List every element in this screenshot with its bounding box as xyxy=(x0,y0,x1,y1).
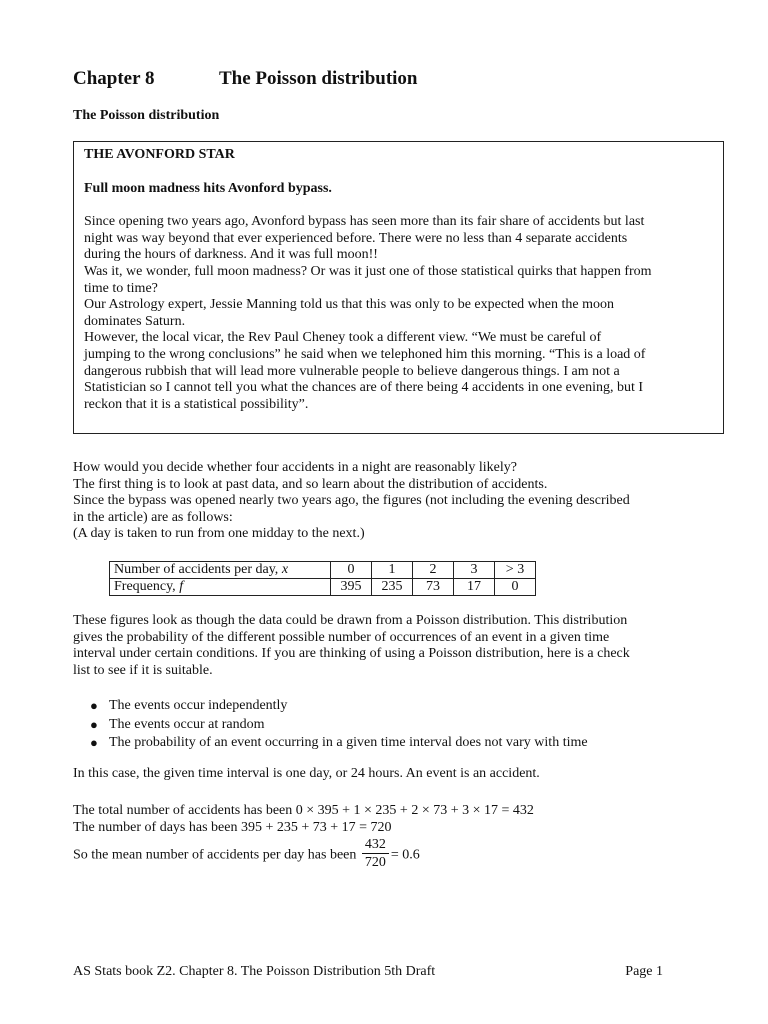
bullet-icon: ● xyxy=(90,735,98,751)
paragraph-line: gives the probability of the different possible number of occurrences of an event in a given time xyxy=(73,629,610,645)
chapter-number: Chapter 8 xyxy=(73,68,155,89)
article-line: during the hours of darkness. And it was full moon!! xyxy=(84,247,378,263)
article-line: Since opening two years ago, Avonford bypass has seen more than its fair share of accidents but last xyxy=(84,214,645,230)
article-masthead: THE AVONFORD STAR xyxy=(84,147,235,162)
list-item: ● The probability of an event occurring in a given time interval does not vary with time xyxy=(73,734,588,753)
table-cell: 1 xyxy=(372,562,413,579)
paragraph-line: list to see if it is suitable. xyxy=(73,662,213,678)
article-line: time to time? xyxy=(84,280,158,296)
intro-line: (A day is taken to run from one midday to the next.) xyxy=(73,526,365,542)
suitability-checklist xyxy=(73,697,588,753)
mean-fraction xyxy=(362,836,389,871)
article-line: Statistician so I cannot tell you what the chances are of there being 4 accidents in one evening, but I xyxy=(84,380,644,396)
intro-line: The first thing is to look at past data, and so learn about the distribution of accidents. xyxy=(73,476,548,492)
table-cell: 235 xyxy=(372,579,413,596)
table-row xyxy=(110,562,536,579)
article-line: Was it, we wonder, full moon madness? Or was it just one of those statistical quirks that happen from xyxy=(84,263,652,279)
table-cell: 395 xyxy=(331,579,372,596)
newspaper-article-box xyxy=(73,141,724,434)
article-line: jumping to the wrong conclusions” he said when we telephoned him this morning. “This is a load of xyxy=(84,346,646,362)
table-cell: 2 xyxy=(413,562,454,579)
article-line: dominates Saturn. xyxy=(84,313,186,329)
table-row xyxy=(110,579,536,596)
article-line: dangerous rubbish that will lead more vulnerable people to believe dangerous things. I am not a xyxy=(84,363,620,379)
poisson-paragraph xyxy=(73,613,723,679)
frequency-table xyxy=(109,561,536,596)
fraction-numerator: 432 xyxy=(362,836,389,854)
footer-text: AS Stats book Z2. Chapter 8. The Poisson Distribution 5th Draft xyxy=(73,964,436,979)
article-line: However, the local vicar, the Rev Paul Cheney took a different view. “We must be careful of xyxy=(84,330,602,346)
table-cell: > 3 xyxy=(495,562,536,579)
page-footer xyxy=(73,964,663,980)
article-line: reckon that it is a statistical possibility”. xyxy=(84,396,309,412)
intro-paragraph xyxy=(73,460,723,543)
total-days-line: The number of days has been 395 + 235 + 73 + 17 = 720 xyxy=(73,819,392,835)
bullet-icon: ● xyxy=(90,716,98,732)
bullet-icon: ● xyxy=(90,698,98,713)
paragraph-line: interval under certain conditions. If you are thinking of using a Poisson distribution, here is a check xyxy=(73,646,630,662)
table-cell: 17 xyxy=(454,579,495,596)
total-accidents-line: The total number of accidents has been 0 × 395 + 1 × 235 + 2 × 73 + 3 × 17 = 432 xyxy=(73,803,534,818)
intro-line: in the article) are as follows: xyxy=(73,509,233,525)
intro-line: Since the bypass was opened nearly two years ago, the figures (not including the evening described xyxy=(73,493,630,509)
table-row-label: Number of accidents per day, x xyxy=(110,562,331,579)
interval-sentence: In this case, the given time interval is one day, or 24 hours. An event is an accident. xyxy=(73,766,540,781)
table-row-label: Frequency, f xyxy=(110,579,331,596)
chapter-name: The Poisson distribution xyxy=(219,68,418,89)
table-cell: 0 xyxy=(331,562,372,579)
intro-line: How would you decide whether four accidents in a night are reasonably likely? xyxy=(73,460,517,475)
section-heading: The Poisson distribution xyxy=(73,108,220,123)
table-cell: 3 xyxy=(454,562,495,579)
table-cell: 73 xyxy=(413,579,454,596)
list-item: ● The events occur at random xyxy=(73,716,588,735)
list-item: ● The events occur independently xyxy=(73,697,588,716)
article-line: Our Astrology expert, Jessie Manning told us that this was only to be expected when the moon xyxy=(84,297,614,313)
chapter-title xyxy=(73,68,418,90)
calculation-block xyxy=(73,803,723,873)
page-number: Page 1 xyxy=(625,964,663,979)
table-cell: 0 xyxy=(495,579,536,596)
article-line: night was way beyond that ever experienced before. There were no less than 4 separate accidents xyxy=(84,230,628,246)
article-headline: Full moon madness hits Avonford bypass. xyxy=(84,180,332,196)
mean-result: = 0.6 xyxy=(390,847,420,863)
mean-line: So the mean number of accidents per day has been $\frac{432}{720}$ = 0.6 xyxy=(73,837,420,871)
fraction-denominator: 720 xyxy=(364,855,386,871)
paragraph-line: These figures look as though the data could be drawn from a Poisson distribution. This distribution xyxy=(73,613,628,628)
